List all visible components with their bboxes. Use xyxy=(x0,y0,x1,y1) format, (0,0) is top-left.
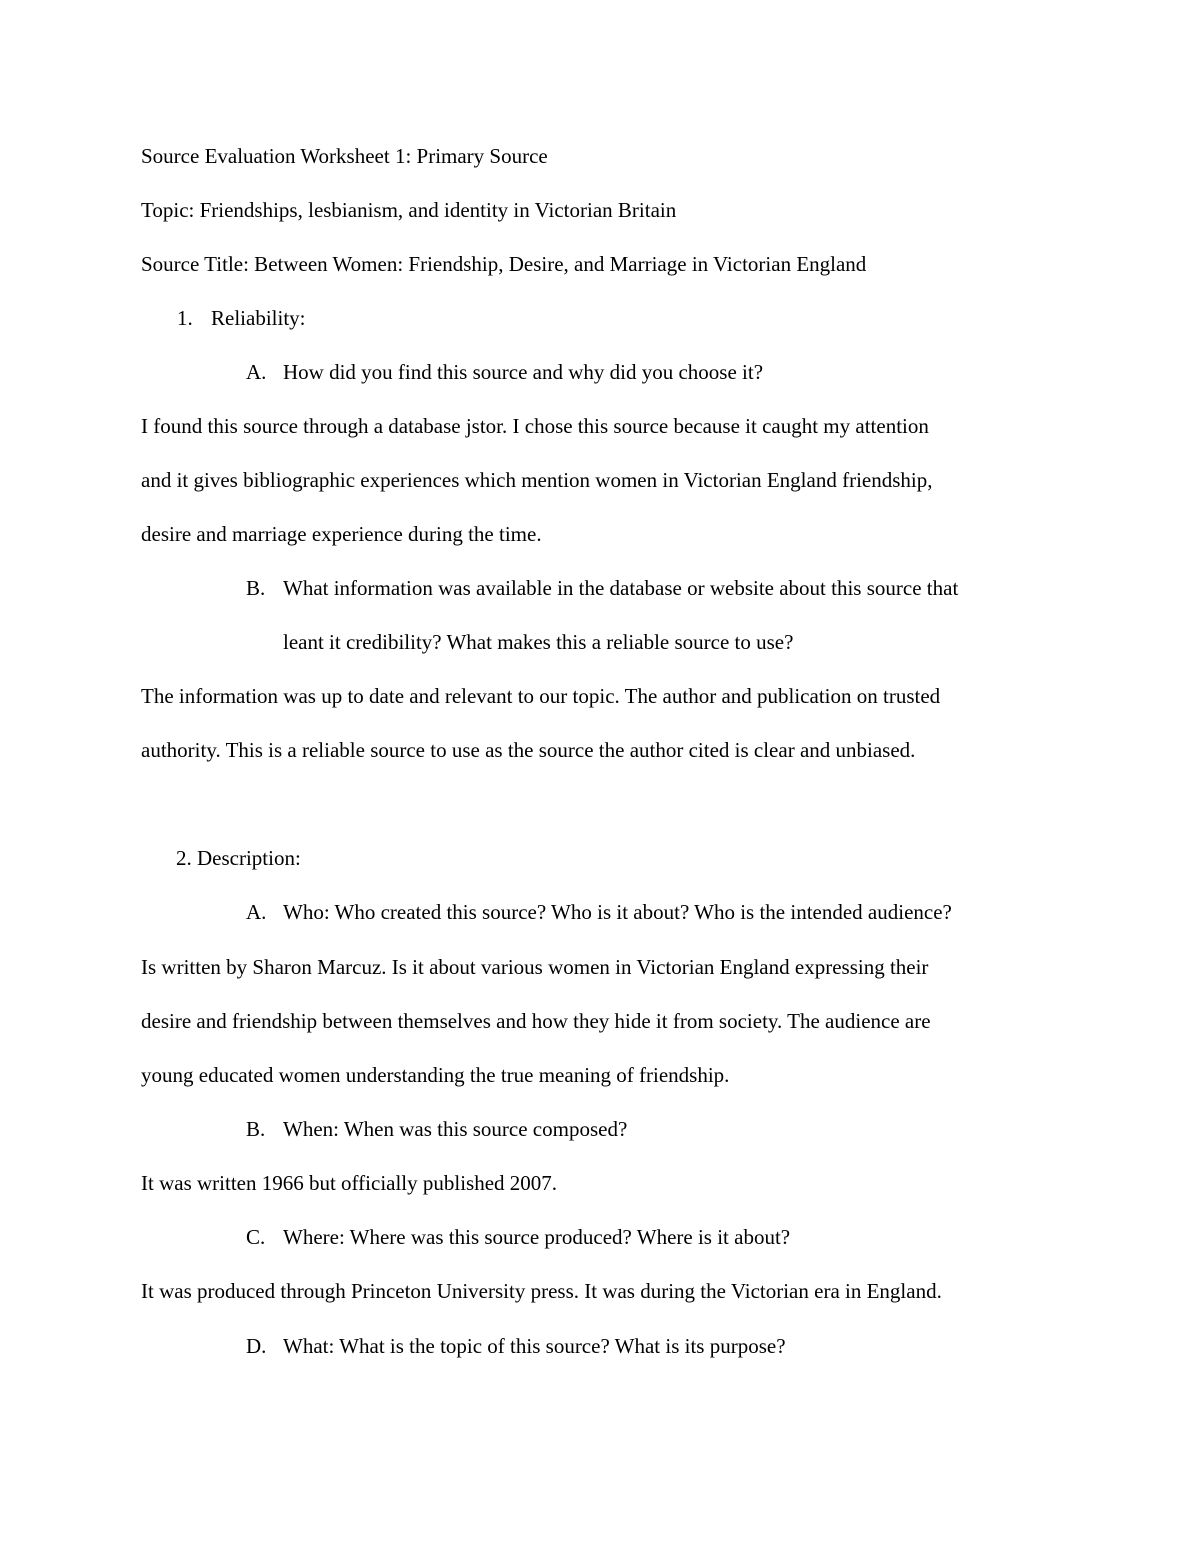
section2-qC-marker: C. xyxy=(246,1225,266,1249)
section2-qB-marker: B. xyxy=(246,1117,266,1141)
section1-qB-answer-line: The information was up to date and relevant to our topic. The author and publication on trusted xyxy=(141,684,941,708)
section2-qB-answer-line: It was written 1966 but officially published 2007. xyxy=(141,1171,558,1195)
section1-qB-question-line: leant it credibility? What makes this a reliable source to use? xyxy=(283,630,794,654)
section1-qB-answer-line: authority. This is a reliable source to use as the source the author cited is clear and unbiased. xyxy=(141,738,916,762)
section2-qA-marker: A. xyxy=(246,900,267,924)
section1-heading: Reliability: xyxy=(211,306,306,330)
section1-qB-marker: B. xyxy=(246,576,266,600)
section1-qA-answer-line: I found this source through a database jstor. I chose this source because it caught my attention xyxy=(141,414,929,438)
section1-qA-answer-line: desire and marriage experience during the time. xyxy=(141,522,542,546)
section1-qA-question: How did you find this source and why did you choose it? xyxy=(283,360,764,384)
section2-qD-question: What: What is the topic of this source? What is its purpose? xyxy=(283,1334,786,1358)
section1-qA-answer-line: and it gives bibliographic experiences which mention women in Victorian England friendship, xyxy=(141,468,933,492)
section2-qC-answer-line: It was produced through Princeton University press. It was during the Victorian era in England. xyxy=(141,1279,942,1303)
section1-number: 1. xyxy=(177,306,193,330)
section2-qA-answer-line: young educated women understanding the true meaning of friendship. xyxy=(141,1063,730,1087)
source-title-line: Source Title: Between Women: Friendship, Desire, and Marriage in Victorian England xyxy=(141,252,867,276)
topic-line: Topic: Friendships, lesbianism, and identity in Victorian Britain xyxy=(141,198,677,222)
section2-qA-answer-line: Is written by Sharon Marcuz. Is it about various women in Victorian England expressing their xyxy=(141,955,929,979)
section2-qB-question: When: When was this source composed? xyxy=(283,1117,628,1141)
section1-qB-question-line: What information was available in the database or website about this source that xyxy=(283,576,959,600)
section2-qA-answer-line: desire and friendship between themselves and how they hide it from society. The audience are xyxy=(141,1009,931,1033)
worksheet-title: Source Evaluation Worksheet 1: Primary Source xyxy=(141,144,548,168)
section2-qA-question: Who: Who created this source? Who is it about? Who is the intended audience? xyxy=(283,900,952,924)
section2-qD-marker: D. xyxy=(246,1334,267,1358)
section1-qA-marker: A. xyxy=(246,360,267,384)
section2-qC-question: Where: Where was this source produced? Where is it about? xyxy=(283,1225,791,1249)
section2-heading: 2. Description: xyxy=(176,846,301,870)
